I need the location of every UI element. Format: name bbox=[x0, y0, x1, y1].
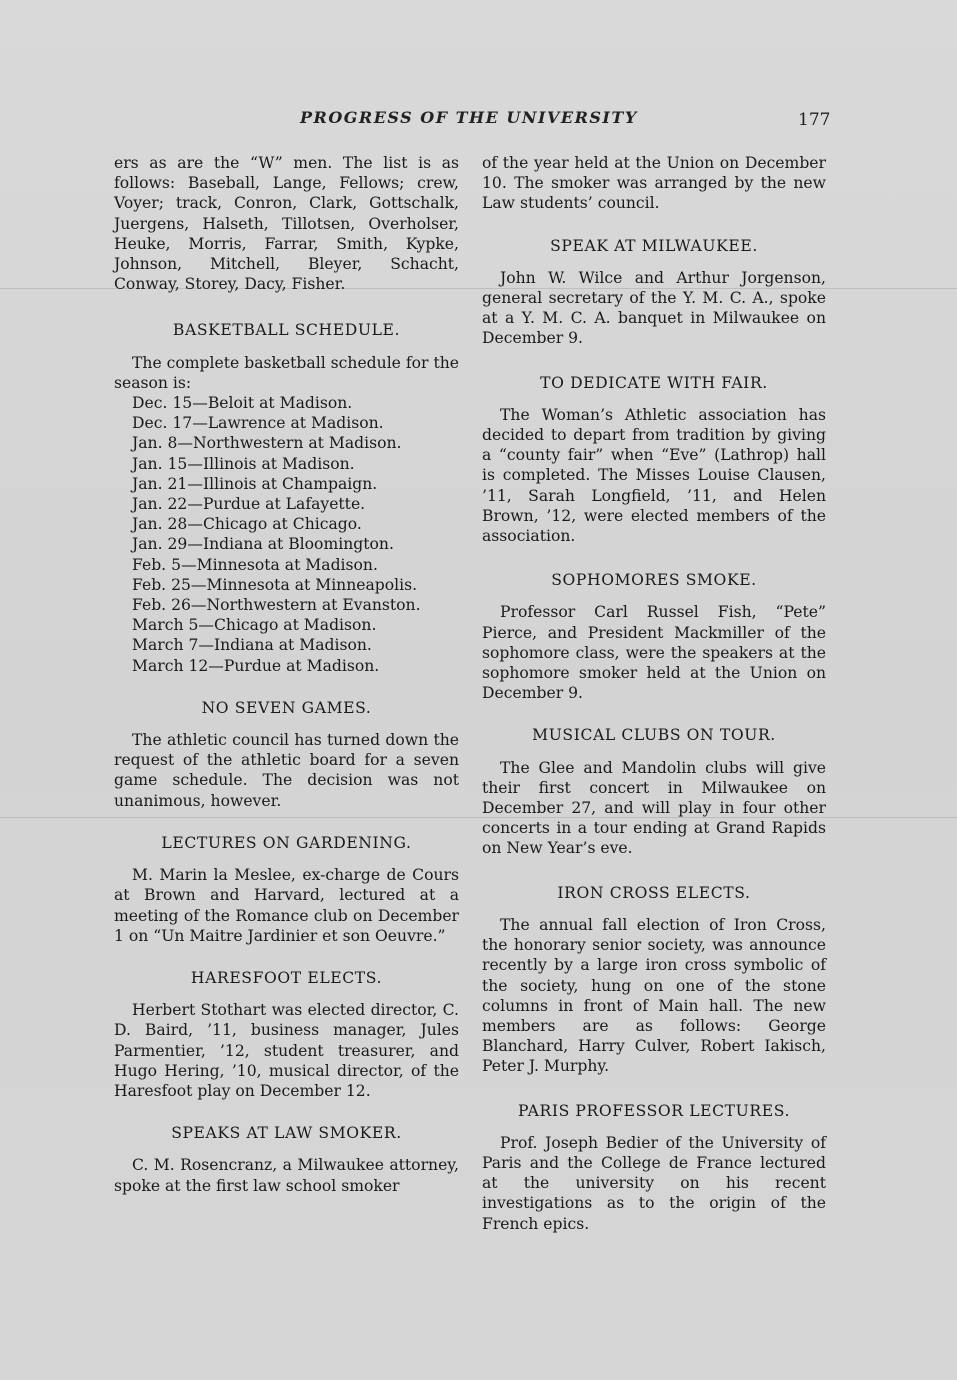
schedule-item: Jan. 15—Illinois at Madison. bbox=[132, 454, 355, 473]
schedule-item: Jan. 22—Purdue at Lafayette. bbox=[132, 495, 366, 514]
paris-body: Prof. Joseph Bedier of the University of Paris and the College de France lectured at the university on his recent investigations as to the origin of the French epics. bbox=[482, 1133, 826, 1233]
schedule-item: Jan. 21—Illinois at Champaign. bbox=[132, 474, 378, 493]
schedule-item: Jan. 8—Northwestern at Madison. bbox=[132, 434, 402, 453]
schedule-item: Feb. 25—Minnesota at Minneapolis. bbox=[132, 575, 418, 594]
fair-body: The Woman’s Athletic association has decided to depart from tradition by giving a “county fair” when “Eve” (Lathrop) hall is completed. The Misses Louise Clausen, ’11, Sarah Longfield, ’11, and Helen Brown, ’12, were elected members of the association. bbox=[482, 405, 826, 546]
schedule-item: Dec. 17—Lawrence at Madison. bbox=[132, 414, 384, 433]
no-seven-body: The athletic council has turned down the request of the athletic board for a seven game schedule. The decision was not unanimous, however. bbox=[114, 731, 459, 810]
haresfoot-heading: HARESFOOT ELECTS. bbox=[190, 968, 383, 987]
basketball-schedule bbox=[114, 393, 459, 676]
paris-heading: PARIS PROFESSOR LECTURES. bbox=[517, 1101, 791, 1120]
letter-men-list: ers as are the “W” men. The list is as follows: Baseball, Lange, Fellows; crew, Voyer; track, Conron, Clark, Gottschalk, Juergens, Halseth, Tillotsen, Overholser, Heuke, Morris, Farrar, Smith, Kypke, Johnson, Mitchell, Bleyer, Schacht, Conway, Storey, Dacy, Fisher. bbox=[114, 154, 459, 294]
page-number: 177 bbox=[798, 110, 831, 130]
musical-body: The Glee and Mandolin clubs will give their first concert in Milwaukee on December 27, and will play in four other concerts in a tour ending at Grand Rapids on New Year’s eve. bbox=[482, 758, 826, 858]
law-smoker-heading: SPEAKS AT LAW SMOKER. bbox=[171, 1124, 402, 1143]
no-seven-heading: NO SEVEN GAMES. bbox=[201, 698, 372, 717]
schedule-item: Feb. 5—Minnesota at Madison. bbox=[132, 555, 378, 574]
gardening-body: M. Marin la Meslee, ex-charge de Cours at Brown and Harvard, lectured at a meeting of the Romance club on December 1 on “Un Maitre Jardinier et son Oeuvre.” bbox=[114, 866, 459, 945]
musical-heading: MUSICAL CLUBS ON TOUR. bbox=[532, 726, 776, 745]
left-column bbox=[114, 153, 459, 1196]
schedule-item: Jan. 28—Chicago at Chicago. bbox=[132, 515, 362, 534]
schedule-item: March 12—Purdue at Madison. bbox=[132, 656, 380, 675]
schedule-item: Jan. 29—Indiana at Bloomington. bbox=[132, 535, 394, 554]
milwaukee-heading: SPEAK AT MILWAUKEE. bbox=[550, 236, 758, 255]
law-smoker-continuation: of the year held at the Union on December 10. The smoker was arranged by the new Law students’ council. bbox=[482, 154, 826, 213]
gardening-heading: LECTURES ON GARDENING. bbox=[161, 833, 412, 852]
sophomores-heading: SOPHOMORES SMOKE. bbox=[551, 571, 757, 590]
law-smoker-body: C. M. Rosencranz, a Milwaukee attorney, spoke at the first law school smoker bbox=[114, 1156, 459, 1195]
schedule-item: Dec. 15—Beloit at Madison. bbox=[132, 394, 353, 413]
basketball-heading: BASKETBALL SCHEDULE. bbox=[172, 321, 401, 340]
schedule-item: Feb. 26—Northwestern at Evanston. bbox=[132, 596, 421, 615]
right-column bbox=[482, 153, 826, 1234]
haresfoot-body: Herbert Stothart was elected director, C. D. Baird, ’11, business manager, Jules Parmentier, ’12, student treasurer, and Hugo Hering, ’10, musical director, of the Haresfoot play on December 12. bbox=[114, 1001, 459, 1100]
milwaukee-body: John W. Wilce and Arthur Jorgenson, general secretary of the Y. M. C. A., spoke at a Y. M. C. A. banquet in Milwaukee on December 9. bbox=[482, 268, 826, 348]
basketball-intro: The complete basketball schedule for the season is: bbox=[114, 353, 459, 392]
sophomores-body: Professor Carl Russel Fish, “Pete” Pierce, and President Mackmiller of the sophomore class, were the speakers at the sophomore smoker held at the Union on December 9. bbox=[482, 603, 826, 703]
iron-cross-heading: IRON CROSS ELECTS. bbox=[557, 883, 751, 902]
fair-heading: TO DEDICATE WITH FAIR. bbox=[540, 373, 768, 392]
schedule-item: March 5—Chicago at Madison. bbox=[132, 616, 377, 635]
iron-cross-body: The annual fall election of Iron Cross, the honorary senior society, was announce recently by a large iron cross symbolic of the society, hung on one of the stone columns in front of Main hall. The new members are as follows: George Blanchard, Harry Culver, Robert Iakisch, Peter J. Murphy. bbox=[482, 915, 826, 1076]
schedule-item: March 7—Indiana at Madison. bbox=[132, 636, 372, 655]
running-title: PROGRESS OF THE UNIVERSITY bbox=[300, 108, 638, 127]
